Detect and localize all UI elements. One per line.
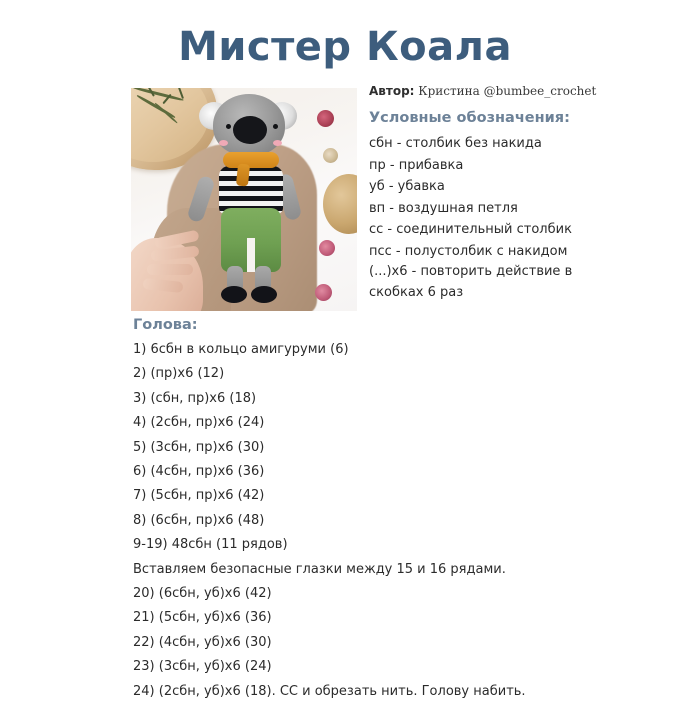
instruction-row: 6) (4сбн, пр)х6 (36) <box>133 464 265 480</box>
instruction-row: 8) (6сбн, пр)х6 (48) <box>133 512 265 528</box>
legend-item: сбн - столбик без накида <box>369 136 542 151</box>
instruction-row: 22) (4сбн, уб)х6 (30) <box>133 634 272 650</box>
author-value: Кристина @bumbee_crochet <box>418 84 597 98</box>
koala-nose <box>233 116 267 144</box>
instruction-note: Вставляем безопасные глазки между 15 и 16 рядами. <box>133 561 506 577</box>
dried-flower <box>319 240 335 256</box>
hand-finger <box>147 264 193 275</box>
legend-item: псс - полустолбик с накидом <box>369 243 568 259</box>
koala-cheek-left <box>219 140 228 146</box>
koala-boot-right <box>251 286 277 303</box>
instruction-row: 23) (3сбн, уб)х6 (24) <box>133 659 272 675</box>
author-label: Автор: <box>369 84 415 98</box>
instruction-row: 3) (сбн, пр)х6 (18) <box>133 390 257 406</box>
author-line <box>369 84 596 98</box>
koala-scarf <box>223 152 279 168</box>
instruction-row: 1) 6сбн в кольцо амигуруми (6) <box>133 342 349 357</box>
instruction-row: 21) (5сбн, уб)х6 (36) <box>133 610 272 626</box>
dried-flower <box>317 110 334 127</box>
legend-item: (...)х6 - повторить действие в скобках 6 раз <box>369 264 573 300</box>
instruction-row: 20) (6сбн, уб)х6 (42) <box>133 586 272 602</box>
instruction-row: 24) (2сбн, уб)х6 (18). СС и обрезать нить. Голову набить. <box>133 683 526 699</box>
legend-item: уб - убавка <box>369 179 445 194</box>
instruction-row: 4) (2сбн, пр)х6 (24) <box>133 415 265 431</box>
instruction-row: 9-19) 48сбн (11 рядов) <box>133 537 288 553</box>
koala-pants-gap <box>247 238 255 272</box>
legend-title: Условные обозначения: <box>369 110 570 126</box>
koala-striped-sweater <box>219 166 283 214</box>
dried-flower <box>323 148 338 163</box>
legend-list <box>369 133 579 303</box>
instruction-list <box>133 338 653 704</box>
koala-eye-right <box>273 124 278 129</box>
koala-boot-left <box>221 286 247 303</box>
page-title: Мистер Коала <box>178 24 512 70</box>
instruction-row: 7) (5сбн, пр)х6 (42) <box>133 488 265 504</box>
koala-scarf-tail <box>236 163 250 186</box>
dried-flower <box>315 284 332 301</box>
section-title-head: Голова: <box>133 317 198 333</box>
instruction-row: 2) (пр)х6 (12) <box>133 366 225 382</box>
koala-eye-left <box>226 124 231 129</box>
instruction-row: 5) (3сбн, пр)х6 (30) <box>133 439 265 455</box>
koala-photo <box>131 88 357 311</box>
koala-cheek-right <box>273 140 282 146</box>
legend-item: пр - прибавка <box>369 157 464 173</box>
legend-item: вп - воздушная петля <box>369 200 518 216</box>
legend-item: сс - соединительный столбик <box>369 222 572 237</box>
